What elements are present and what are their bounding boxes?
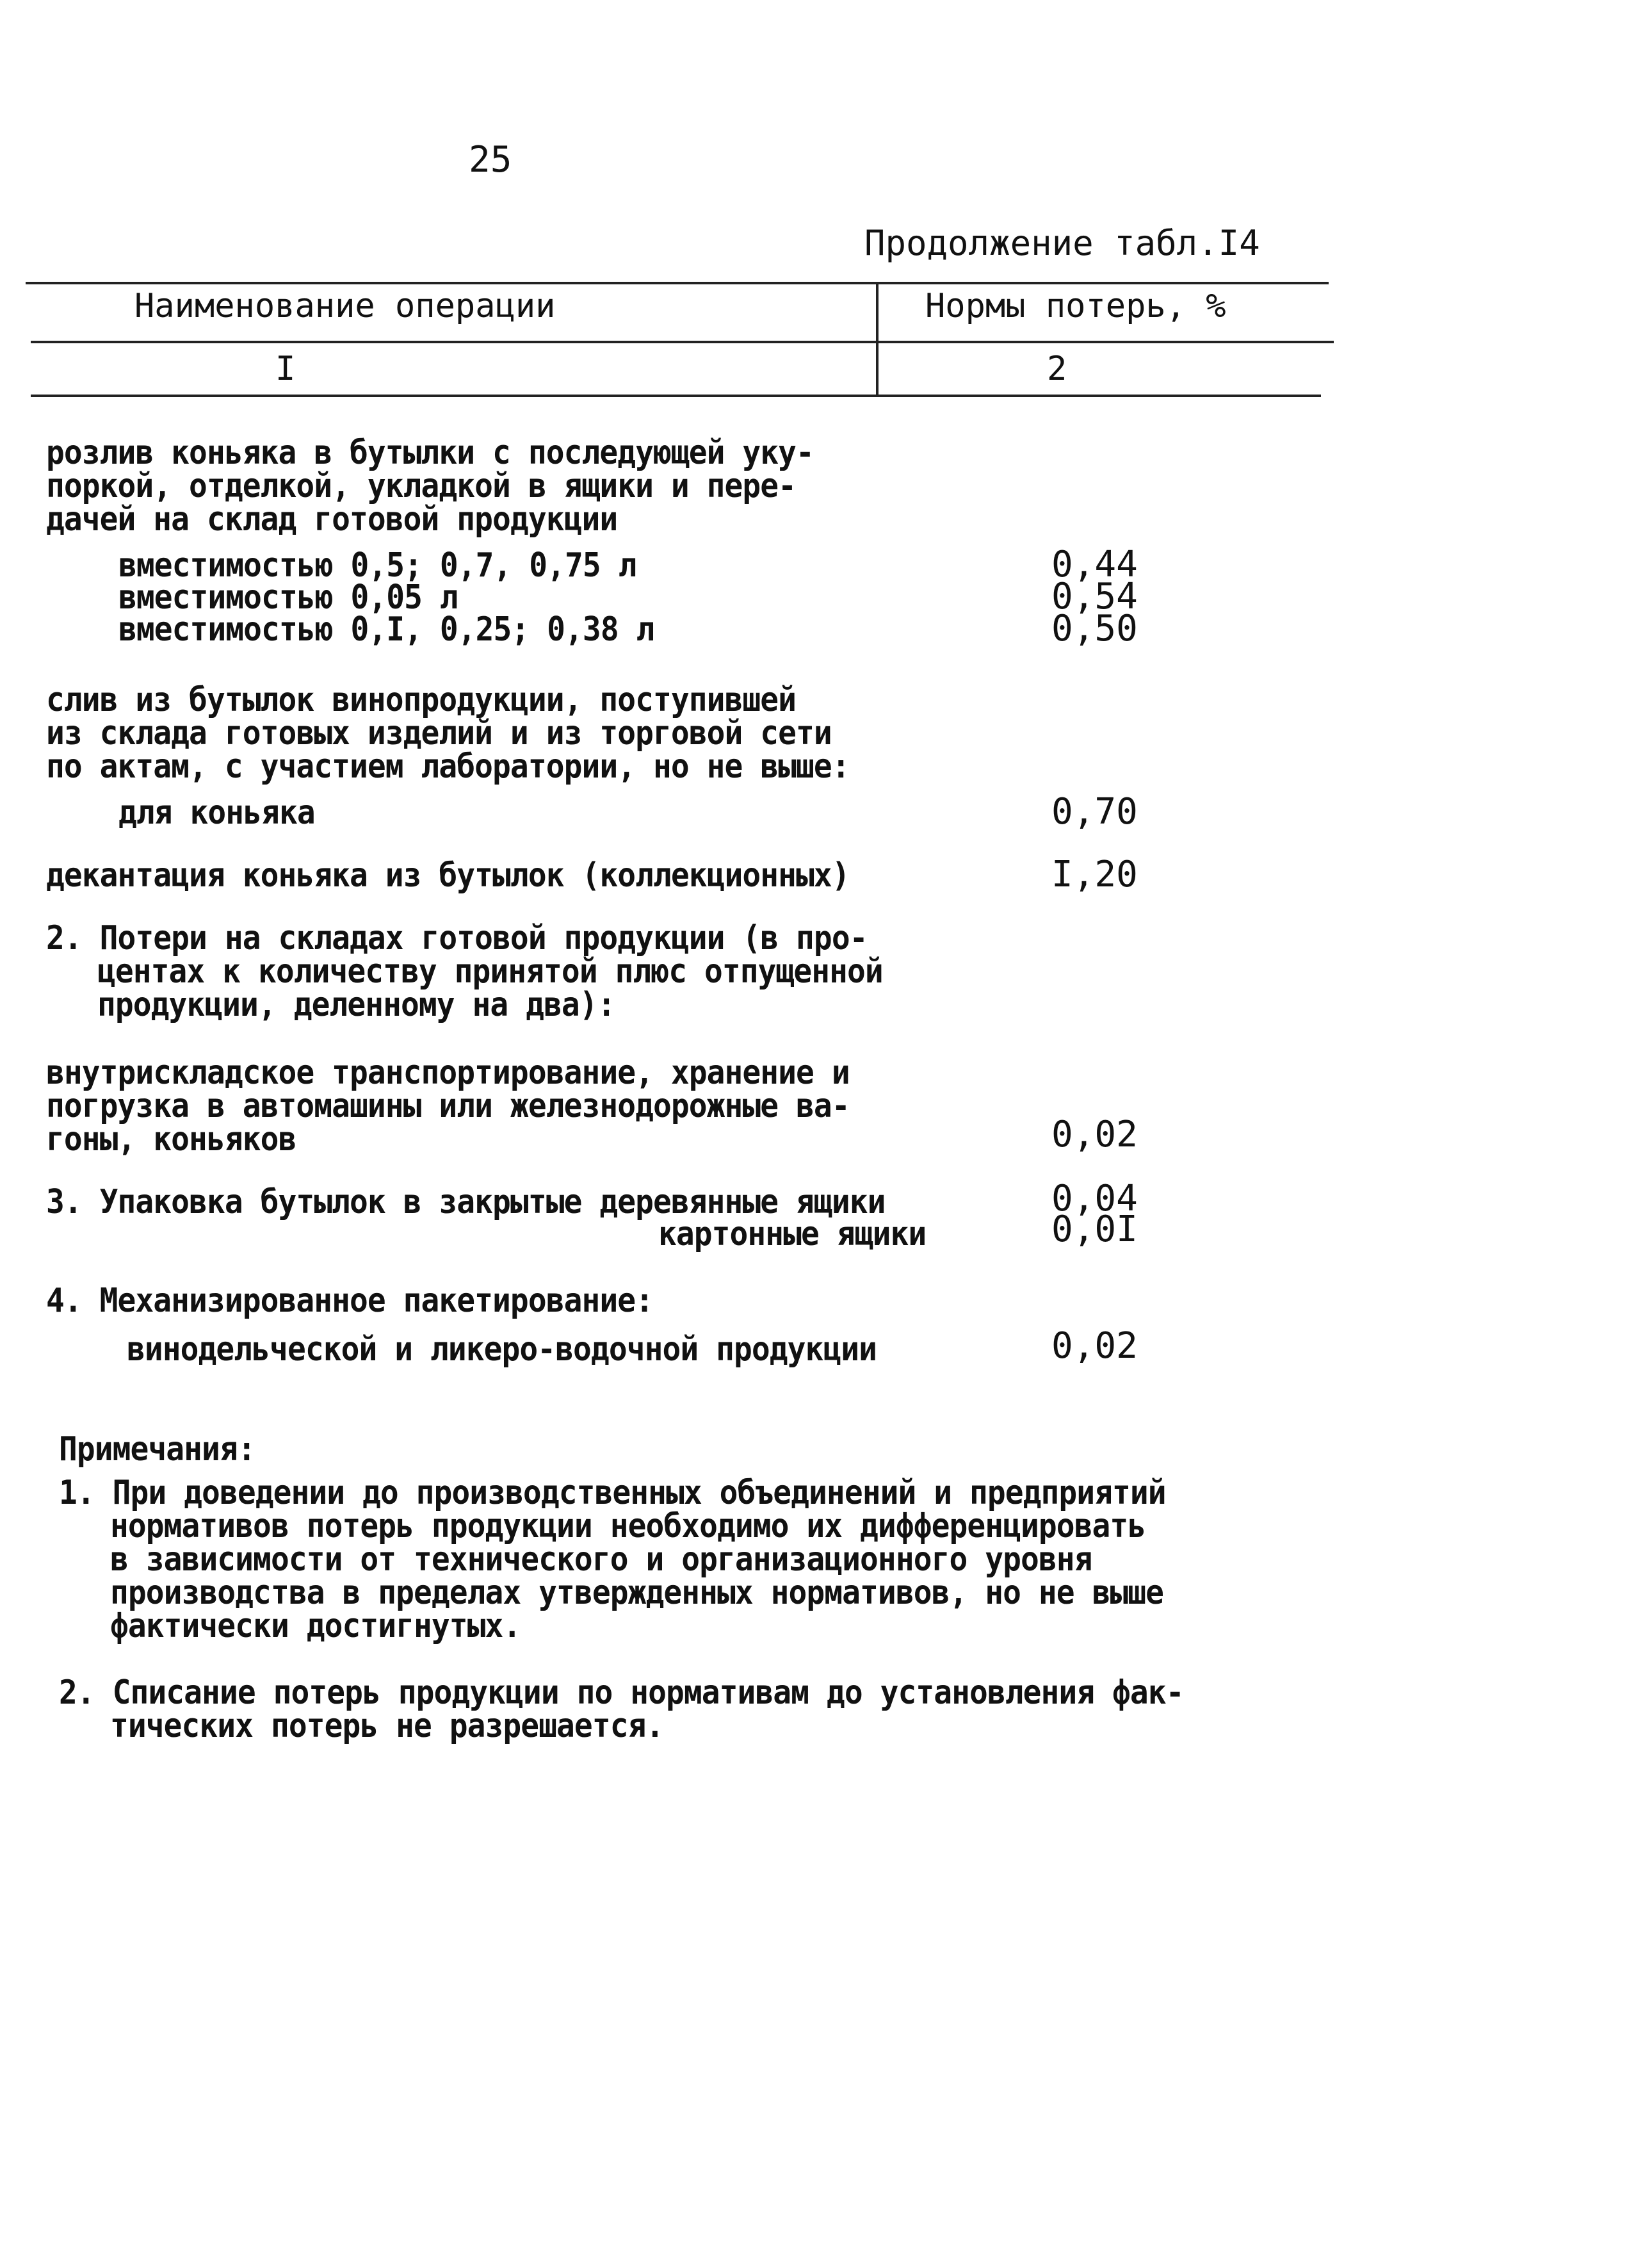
section-4-line-1: 4. Механизированное пакетирование: [46,1282,654,1320]
section-4-line-2: винодельческой и ликеро-водочной продукции [127,1330,877,1369]
transport-line-3: гоны, коньяков [46,1120,296,1159]
page-number: 25 [469,139,512,181]
transport-value: 0,02 [1051,1114,1138,1155]
note-2-line-1: 2. Списание потерь продукции по нормативам до установления фак- [59,1674,1184,1712]
bottling-heading-line-3: дачей на склад готовой продукции [46,500,618,539]
transport-line-2: погрузка в автомашины или железнодорожные ва- [46,1087,850,1125]
bottling-row-label: вместимостью 0,I, 0,25; 0,38 л [118,610,654,649]
draining-row-value: 0,70 [1051,791,1138,833]
column-number-1: I [275,350,296,388]
bottling-row-label: вместимостью 0,05 л [118,578,458,617]
bottling-row-label: вместимостью 0,5; 0,7, 0,75 л [118,546,636,585]
section-2-line-1: 2. Потери на складах готовой продукции (в про- [46,919,868,957]
draining-heading-line-2: из склада готовых изделий и из торговой сети [46,714,832,753]
note-1-line-5: фактически достигнутых. [110,1607,521,1645]
section-2-line-3: продукции, деленному на два): [97,986,615,1024]
bottling-heading-line-1: розлив коньяка в бутылки с последующей уку- [46,434,814,472]
section-4-value: 0,02 [1051,1325,1138,1367]
bottling-row-value: 0,54 [1051,576,1138,617]
note-1-line-1: 1. При доведении до производственных объединений и предприятий [59,1474,1166,1512]
column-header-loss-norms: Нормы потерь, % [925,287,1226,325]
decanting-label: декантация коньяка из бутылок (коллекционных) [46,856,850,895]
section-3-line-2: картонные ящики [658,1215,927,1253]
bottling-row-value: 0,44 [1051,544,1138,585]
draining-heading-line-3: по актам, с участием лаборатории, но не выше: [46,747,850,786]
table-column-divider [876,283,879,395]
bottling-heading-line-2: поркой, отделкой, укладкой в ящики и пере- [46,467,797,505]
column-number-2: 2 [1047,350,1067,388]
section-3-value-2: 0,0I [1051,1209,1138,1250]
table-number-rule [31,395,1321,397]
draining-row-label: для коньяка [118,794,315,832]
draining-heading-line-1: слив из бутылок винопродукции, поступившей [46,681,797,719]
column-header-operation: Наименование операции [134,287,556,325]
note-1-line-2: нормативов потерь продукции необходимо их дифференцировать [110,1507,1146,1545]
decanting-value: I,20 [1051,854,1138,895]
note-2-line-2: тических потерь не разрешается. [110,1707,664,1745]
table-continuation-caption: Продолжение табл.I4 [864,223,1260,263]
note-1-line-3: в зависимости от технического и организационного уровня [110,1540,1092,1579]
section-3-value-1: 0,04 [1051,1178,1138,1219]
bottling-row-value: 0,50 [1051,608,1138,649]
table-header-rule [31,341,1334,343]
section-2-line-2: центах к количеству принятой плюс отпущенной [97,952,883,991]
note-1-line-4: производства в пределах утвержденных нормативов, но не выше [110,1574,1164,1612]
notes-title: Примечания: [59,1430,255,1469]
transport-line-1: внутрискладское транспортирование, хранение и [46,1054,850,1092]
table-top-rule [26,282,1329,284]
section-3-line-1: 3. Упаковка бутылок в закрытые деревянные ящики [46,1183,886,1221]
